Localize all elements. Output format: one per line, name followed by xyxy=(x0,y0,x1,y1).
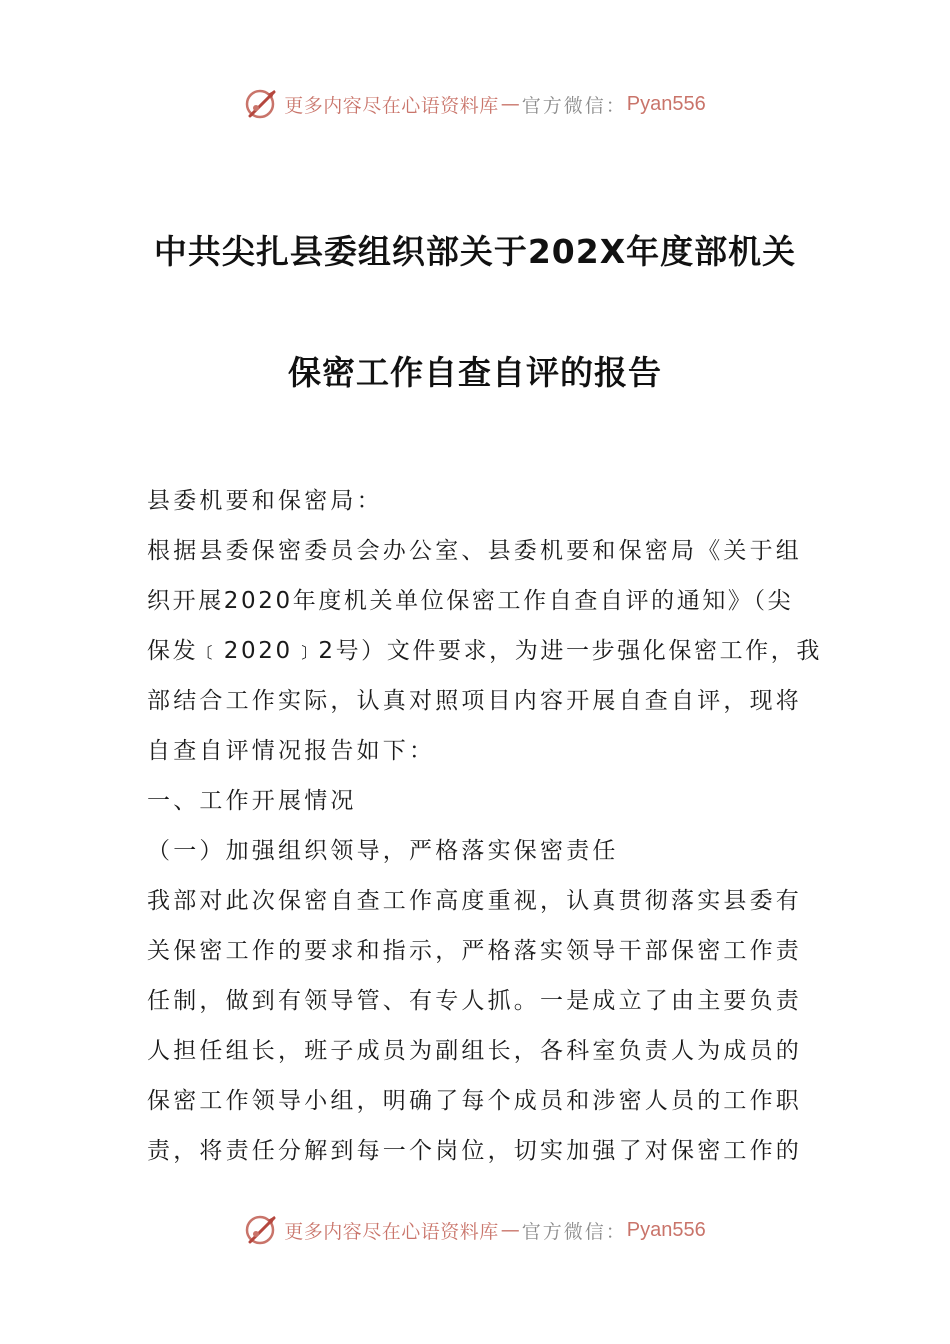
footer-watermark xyxy=(0,1210,950,1250)
header-watermark xyxy=(0,84,950,124)
body-line: 保发﹝2020﹞2号）文件要求，为进一步强化保密工作，我 xyxy=(147,638,822,664)
watermark-separator: — xyxy=(500,1219,520,1241)
section-heading: 一、工作开展情况 xyxy=(147,788,357,814)
watermark-wechat-id: Pyan556 xyxy=(626,1218,706,1241)
subsection-heading: （一）加强组织领导，严格落实保密责任 xyxy=(147,838,619,864)
pen-logo-icon xyxy=(244,86,280,122)
salutation: 县委机要和保密局： xyxy=(147,488,383,514)
body-line: 任制，做到有领导管、有专人抓。一是成立了由主要负责 xyxy=(147,988,802,1014)
watermark-brand-text: 更多内容尽在心语资料库 xyxy=(284,94,499,117)
body-line: 根据县委保密委员会办公室、县委机要和保密局《关于组 xyxy=(147,538,802,564)
body-line: 织开展2020年度机关单位保密工作自查自评的通知》（尖 xyxy=(147,588,794,614)
watermark-separator: — xyxy=(500,93,520,115)
body-line: 我部对此次保密自查工作高度重视，认真贯彻落实县委有 xyxy=(147,888,802,914)
document-title-line-1: 中共尖扎县委组织部关于202X年度部机关 xyxy=(153,232,797,271)
pen-logo-icon xyxy=(244,1212,280,1248)
body-line: 自查自评情况报告如下： xyxy=(147,738,436,764)
document-body xyxy=(147,476,822,1176)
body-line: 保密工作领导小组，明确了每个成员和涉密人员的工作职 xyxy=(147,1088,802,1114)
body-line: 人担任组长，班子成员为副组长，各科室负责人为成员的 xyxy=(147,1038,802,1064)
body-line: 部结合工作实际，认真对照项目内容开展自查自评，现将 xyxy=(147,688,802,714)
watermark-brand-text: 更多内容尽在心语资料库 xyxy=(284,1220,499,1243)
document-title-line-2: 保密工作自查自评的报告 xyxy=(288,353,662,392)
body-line: 责，将责任分解到每一个岗位，切实加强了对保密工作的 xyxy=(147,1138,802,1164)
watermark-official-label: 官方微信： xyxy=(521,1220,627,1243)
watermark-wechat-id: Pyan556 xyxy=(626,92,706,115)
watermark-official-label: 官方微信： xyxy=(521,94,627,117)
body-line: 关保密工作的要求和指示，严格落实领导干部保密工作责 xyxy=(147,938,802,964)
